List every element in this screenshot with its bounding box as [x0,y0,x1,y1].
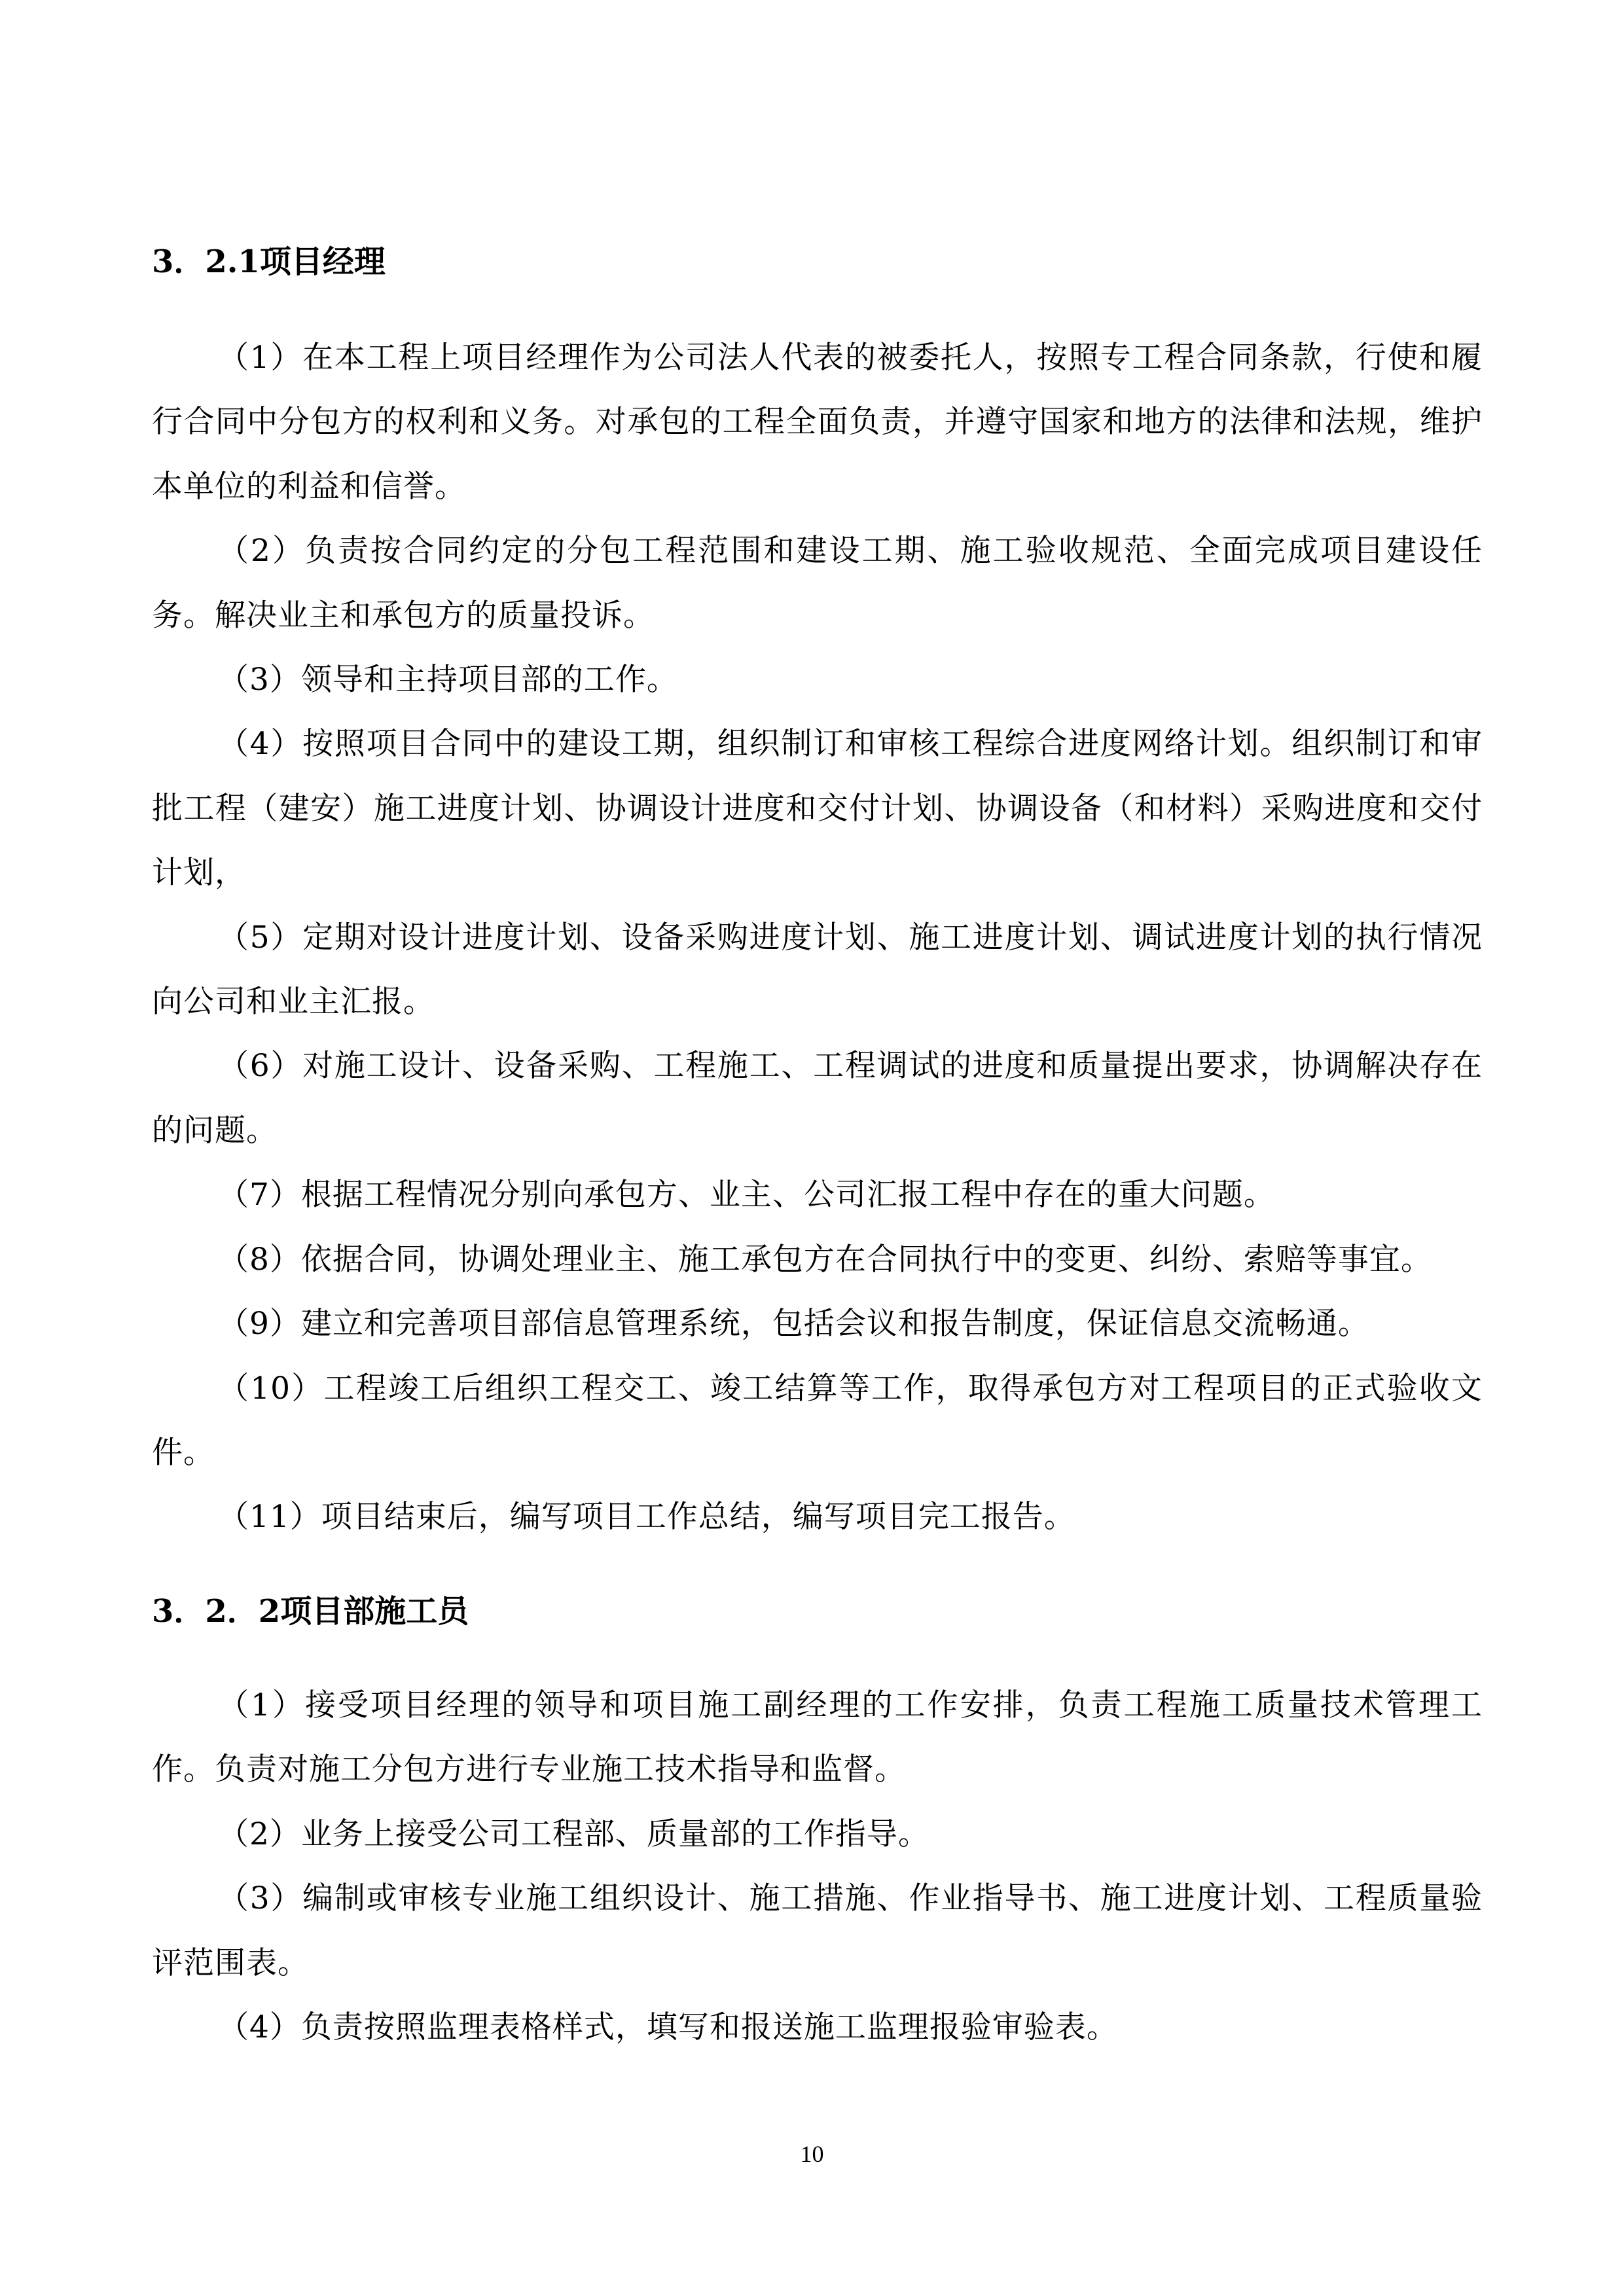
paragraph: （2）业务上接受公司工程部、质量部的工作指导。 [218,1816,929,1852]
paragraph: （8）依据合同，协调处理业主、施工承包方在合同执行中的变更、纠纷、索赔等事宜。 [218,1241,1432,1278]
paragraph: （5）定期对设计进度计划、设备采购进度计划、施工进度计划、调试进度计划的执行情况向公司和业主汇报。 [152,919,1483,1020]
paragraph: （4）负责按照监理表格样式，填写和报送施工监理报验审验表。 [218,2009,1118,2046]
paragraph: （6）对施工设计、设备采购、工程施工、工程调试的进度和质量提出要求，协调解决存在的问题。 [152,1048,1483,1149]
paragraph: （10）工程竣工后组织工程交工、竣工结算等工作，取得承包方对工程项目的正式验收文件。 [152,1370,1483,1471]
paragraph: （4）按照项目合同中的建设工期，组织制订和审核工程综合进度网络计划。组织制订和审批工程（建安）施工进度计划、协调设计进度和交付计划、协调设备（和材料）采购进度和交付计划， [152,726,1483,891]
section-heading-3-2-2: 3．2．2项目部施工员 [152,1593,469,1630]
paragraph: （3）领导和主持项目部的工作。 [218,662,678,698]
page-number: 10 [800,2141,824,2167]
section-body-3-2-1 [152,326,1483,1550]
section-heading-3-2-1: 3．2.1项目经理 [152,243,386,280]
paragraph: （11）项目结束后，编写项目工作总结，编写项目完工报告。 [218,1499,1075,1535]
paragraph: （3）编制或审核专业施工组织设计、施工措施、作业指导书、施工进度计划、工程质量验评范围表。 [152,1880,1483,1981]
section-body-3-2-2 [152,1674,1483,2060]
paragraph: （1）在本工程上项目经理作为公司法人代表的被委托人，按照专工程合同条款，行使和履行合同中分包方的权利和义务。对承包的工程全面负责，并遵守国家和地方的法律和法规，维护本单位的利益和信誉。 [152,340,1483,505]
paragraph: （1）接受项目经理的领导和项目施工副经理的工作安排，负责工程施工质量技术管理工作。负责对施工分包方进行专业施工技术指导和监督。 [152,1687,1483,1788]
paragraph: （2）负责按合同约定的分包工程范围和建设工期、施工验收规范、全面完成项目建设任务。解决业主和承包方的质量投诉。 [152,533,1483,634]
paragraph: （9）建立和完善项目部信息管理系统，包括会议和报告制度，保证信息交流畅通。 [218,1306,1369,1342]
paragraph: （7）根据工程情况分别向承包方、业主、公司汇报工程中存在的重大问题。 [218,1177,1275,1213]
